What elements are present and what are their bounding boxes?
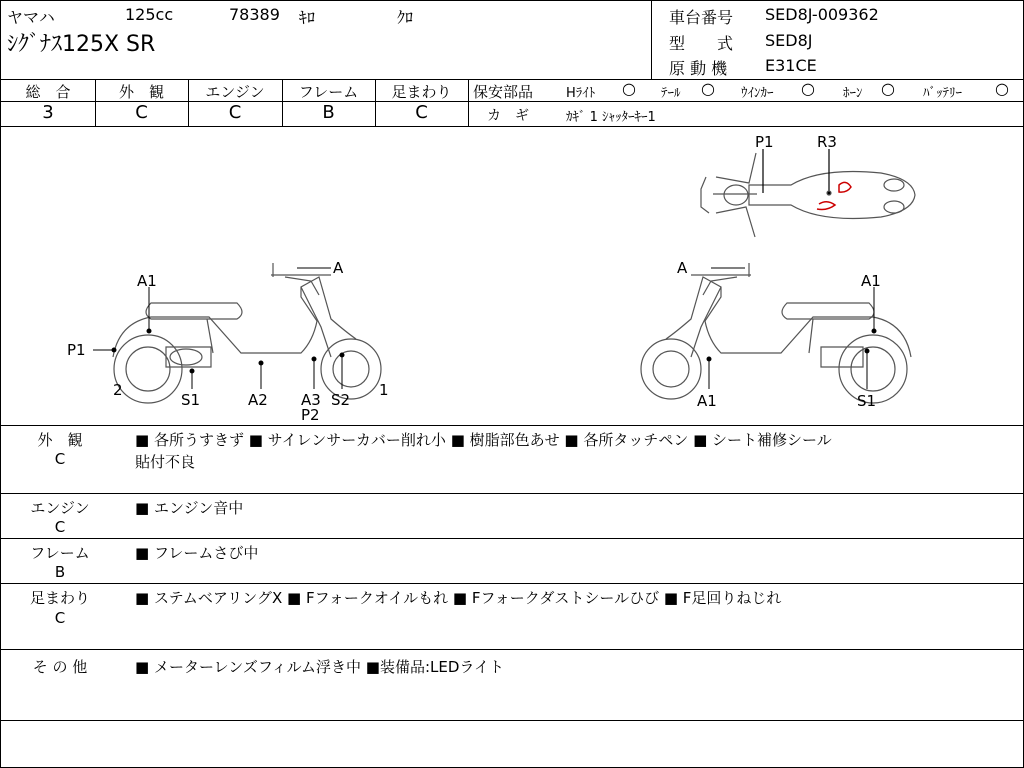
- section-frame-grade: B: [54, 563, 66, 581]
- diagram-bottom-line: [1, 425, 1023, 426]
- mileage-unit: ｷﾛ: [299, 8, 316, 27]
- safety-battery: ﾊﾞｯﾃﾘｰ: [923, 86, 962, 101]
- diagram-label: A: [677, 259, 688, 277]
- header-divider: [651, 1, 652, 79]
- section-line: [1, 649, 1023, 650]
- total-grade: 3: [42, 102, 54, 123]
- color: ｸﾛ: [397, 8, 414, 27]
- section-exterior-notes: ■ 各所うすきず ■ サイレンサーカバー削れ小 ■ 樹脂部色あせ ■ 各所タッチペン ■ シート補修シール: [135, 431, 832, 449]
- section-other-notes: ■ メーターレンズフィルム浮き中 ■装備品:LEDライト: [135, 658, 504, 676]
- suspension-grade-label: 足まわり: [391, 83, 452, 101]
- safety-winker: ｳｲﾝｶｰ: [741, 86, 774, 101]
- damage-mark-r3: [817, 182, 851, 209]
- grid-line: [468, 79, 469, 126]
- section-line: [1, 538, 1023, 539]
- battery-mark: ○: [995, 79, 1009, 98]
- safety-tail: ﾃｰﾙ: [661, 86, 681, 101]
- diagram-label: S1: [857, 392, 877, 410]
- diagram-label: P1: [67, 341, 86, 359]
- diagram-label: A2: [248, 391, 268, 409]
- section-line: [1, 493, 1023, 494]
- scooter-top-view: [701, 153, 915, 237]
- type-label: 型 式: [669, 34, 734, 53]
- section-exterior-label: 外 観: [37, 431, 83, 449]
- displacement: 125cc: [125, 5, 174, 24]
- diagram-label: S2: [331, 391, 351, 409]
- suspension-grade: C: [415, 102, 428, 123]
- horn-mark: ○: [881, 79, 895, 98]
- key-label: カ ギ: [487, 108, 529, 124]
- section-frame-label: フレーム: [30, 544, 90, 562]
- section-exterior-grade: C: [54, 450, 66, 468]
- model-name: ｼｸﾞﾅｽ125X SR: [7, 32, 156, 57]
- section-frame-notes: ■ フレームさび中: [135, 544, 259, 562]
- diagram-label: A3: [301, 391, 321, 409]
- section-engine-notes: ■ エンジン音中: [135, 499, 244, 517]
- frame-no: SED8J-009362: [765, 5, 879, 24]
- engine-label: 原 動 機: [669, 59, 728, 78]
- diagram-label: P2: [301, 406, 320, 424]
- diagram-label: R3: [817, 133, 837, 151]
- safety-headlight: Hﾗｲﾄ: [566, 86, 596, 101]
- diagram-label: 1: [379, 381, 389, 399]
- section-suspension-grade: C: [54, 609, 66, 627]
- diagram-label: 2: [113, 381, 123, 399]
- section-engine-grade: C: [54, 518, 66, 536]
- engine-value: E31CE: [765, 56, 817, 75]
- diagram-label: A: [333, 259, 344, 277]
- tail-mark: ○: [701, 79, 715, 98]
- diagram-label: A1: [137, 272, 157, 290]
- section-other-label: そ の 他: [32, 658, 88, 676]
- mileage: 78389: [229, 5, 280, 24]
- scooter-diagram: [1, 127, 1023, 425]
- section-exterior-notes-cont: 貼付不良: [135, 453, 196, 471]
- frame-grade: B: [322, 102, 335, 123]
- winker-mark: ○: [801, 79, 815, 98]
- diagram-label: A1: [861, 272, 881, 290]
- diagram-label: P1: [755, 133, 774, 151]
- section-engine-label: エンジン: [30, 499, 90, 517]
- exterior-grade: C: [135, 102, 148, 123]
- maker: ヤマハ: [7, 8, 55, 27]
- frame-grade-label: フレーム: [298, 83, 359, 101]
- key-value: ｶｷﾞ 1 ｼｬｯﾀｰｷｰ1: [566, 110, 656, 125]
- diagram-label: S1: [181, 391, 201, 409]
- engine-grade-label: エンジン: [205, 83, 265, 101]
- type-value: SED8J: [765, 31, 813, 50]
- headlight-mark: ○: [622, 79, 636, 98]
- header-bottom-line: [1, 79, 1023, 80]
- section-suspension-notes: ■ ステムベアリングX ■ Fフォークオイルもれ ■ Fフォークダストシールひび ■ F足回りねじれ: [135, 589, 782, 607]
- safety-label: 保安部品: [473, 83, 534, 101]
- section-line: [1, 720, 1023, 721]
- section-line: [1, 583, 1023, 584]
- diagram-label: A1: [697, 392, 717, 410]
- safety-horn: ﾎｰﾝ: [843, 86, 863, 101]
- engine-grade: C: [228, 102, 242, 123]
- exterior-label: 外 観: [118, 83, 164, 101]
- frame-no-label: 車台番号: [669, 8, 734, 27]
- total-label: 総 合: [25, 83, 71, 101]
- section-suspension-label: 足まわり: [29, 589, 90, 607]
